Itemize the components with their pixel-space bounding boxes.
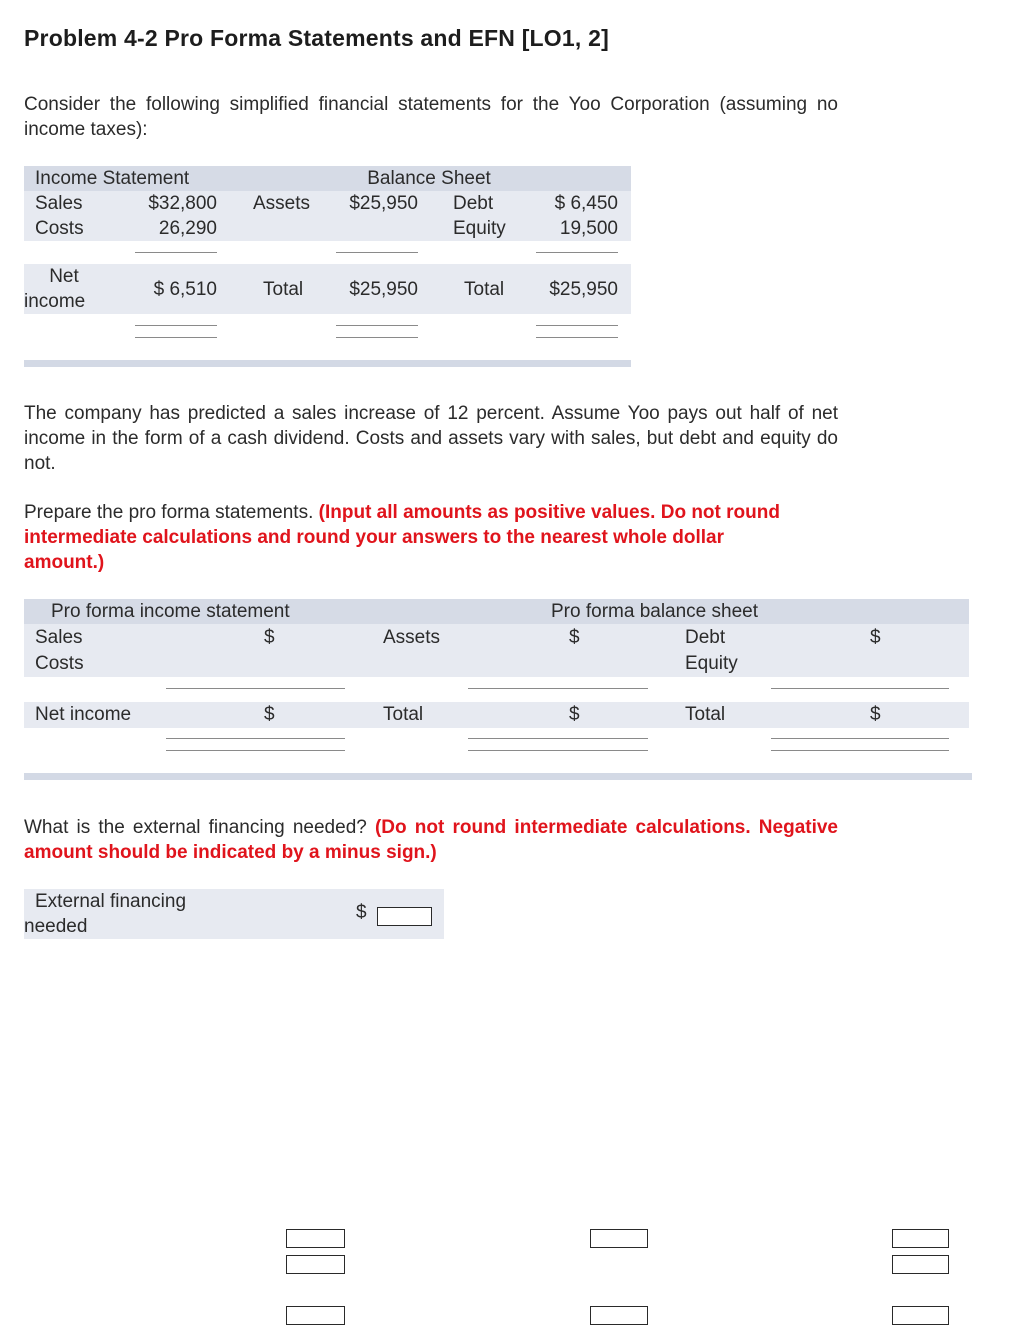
assets-value: $25,950 xyxy=(349,193,418,214)
currency-symbol: $ xyxy=(569,704,580,725)
assets-total-label: Total xyxy=(263,279,304,300)
pf-assets-total-input[interactable] xyxy=(590,1306,648,1325)
debt-value: $ 6,450 xyxy=(554,193,618,214)
original-statements-table xyxy=(24,166,631,368)
efn-label-line2: needed xyxy=(24,916,88,937)
table-row-band xyxy=(24,702,969,728)
pf-sales-input[interactable] xyxy=(286,1229,345,1248)
total-double-rule xyxy=(135,337,217,338)
sales-value: $32,800 xyxy=(148,193,217,214)
instructions-emphasis: (Input all amounts as positive values. Do not round intermediate calculations and round your answers to the nearest whole dollar amount.) xyxy=(24,502,780,573)
pf-debt-input[interactable] xyxy=(892,1229,949,1248)
table-row-band xyxy=(24,624,969,677)
sales-label: Sales xyxy=(35,193,83,214)
table-bottom-separator xyxy=(24,360,631,367)
total-double-rule xyxy=(135,325,217,326)
equity-value: 19,500 xyxy=(559,218,618,239)
balance-sheet-header: Balance Sheet xyxy=(367,168,491,189)
income-statement-header: Income Statement xyxy=(35,168,190,189)
total-double-rule xyxy=(771,750,949,751)
efn-question-text xyxy=(24,815,838,865)
instructions-lead: Prepare the pro forma statements. xyxy=(24,502,319,523)
table-bottom-separator xyxy=(24,773,972,780)
pf-net-income-input[interactable] xyxy=(286,1306,345,1325)
efn-label-line1: External financing xyxy=(35,891,187,912)
efn-question-lead: What is the external financing needed? xyxy=(24,817,375,838)
pf-debt-label: Debt xyxy=(685,627,726,648)
costs-value: 26,290 xyxy=(158,218,217,239)
liab-total-value: $25,950 xyxy=(549,279,618,300)
subtotal-rule xyxy=(166,688,345,689)
currency-symbol: $ xyxy=(870,627,881,648)
currency-symbol: $ xyxy=(569,627,580,648)
liab-total-label: Total xyxy=(464,279,505,300)
pro-forma-income-header: Pro forma income statement xyxy=(51,601,290,622)
total-double-rule xyxy=(536,337,618,338)
subtotal-rule xyxy=(135,252,217,253)
total-double-rule xyxy=(166,738,345,739)
intro-text: Consider the following simplified financial statements for the Yoo Corporation (assuming no income taxes): xyxy=(24,94,838,140)
pf-equity-input[interactable] xyxy=(892,1255,949,1274)
net-income-value: $ 6,510 xyxy=(153,279,217,300)
pf-sales-label: Sales xyxy=(35,627,83,648)
pf-assets-label: Assets xyxy=(383,627,441,648)
subtotal-rule xyxy=(468,688,648,689)
currency-symbol: $ xyxy=(264,704,275,725)
costs-label: Costs xyxy=(35,218,84,239)
subtotal-rule xyxy=(771,688,949,689)
pf-assets-total-label: Total xyxy=(383,704,424,725)
efn-question-emphasis: (Do not round intermediate calculations. Negative amount should be indicated by a minus sign.) xyxy=(24,817,838,863)
total-double-rule xyxy=(536,325,618,326)
net-income-label-line1: Net xyxy=(49,266,79,287)
pro-forma-table xyxy=(24,599,972,781)
assets-total-value: $25,950 xyxy=(349,279,418,300)
currency-symbol: $ xyxy=(356,902,367,923)
total-double-rule xyxy=(336,325,418,326)
pf-costs-input[interactable] xyxy=(286,1255,345,1274)
pf-assets-input[interactable] xyxy=(590,1229,648,1248)
pf-liab-total-label: Total xyxy=(685,704,726,725)
total-double-rule xyxy=(468,738,648,739)
pf-liab-total-input[interactable] xyxy=(892,1306,949,1325)
equity-label: Equity xyxy=(453,218,506,239)
efn-input[interactable] xyxy=(377,907,432,926)
pro-forma-balance-header: Pro forma balance sheet xyxy=(551,601,759,622)
total-double-rule xyxy=(166,750,345,751)
scenario-text: The company has predicted a sales increase of 12 percent. Assume Yoo pays out half of net income in the form of a cash dividend. Costs and assets vary with sales, but debt and equity do not. xyxy=(24,403,838,474)
assets-label: Assets xyxy=(253,193,311,214)
currency-symbol: $ xyxy=(870,704,881,725)
net-income-label-line2: income xyxy=(24,291,86,312)
total-double-rule xyxy=(336,337,418,338)
instructions-text xyxy=(24,500,794,575)
currency-symbol: $ xyxy=(264,627,275,648)
pf-costs-label: Costs xyxy=(35,653,84,674)
page-title: Problem 4-2 Pro Forma Statements and EFN [LO1, 2] xyxy=(24,25,609,51)
debt-label: Debt xyxy=(453,193,494,214)
total-double-rule xyxy=(771,738,949,739)
subtotal-rule xyxy=(536,252,618,253)
pf-net-income-label: Net income xyxy=(35,704,132,725)
total-double-rule xyxy=(468,750,648,751)
subtotal-rule xyxy=(336,252,418,253)
pf-equity-label: Equity xyxy=(685,653,738,674)
